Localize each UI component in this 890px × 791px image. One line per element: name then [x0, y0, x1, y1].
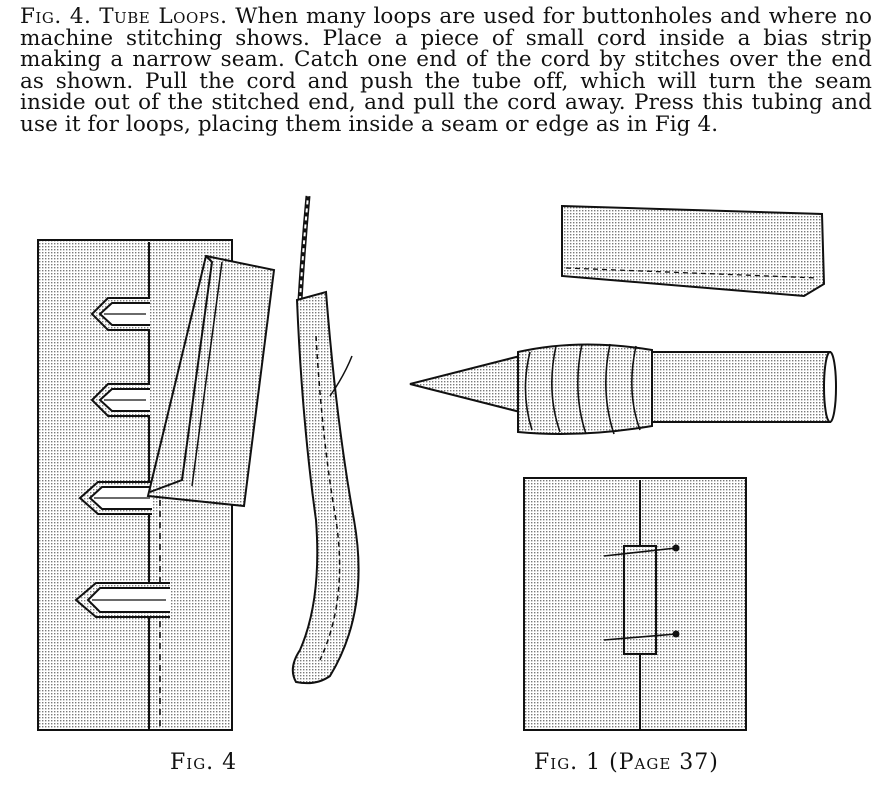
fig1-label: Fig. 1 (Page 37) — [534, 750, 719, 775]
caption-fig-label: Fig. 4. — [20, 4, 92, 29]
bodkin-with-tube — [410, 344, 836, 434]
caption-title: Tube Loops. — [99, 4, 228, 29]
fig4-label: Fig. 4 — [170, 750, 238, 775]
caption-text: When many loops are used for buttonholes and where no machine stitching shows. Place a piece of small cord inside a bias strip making a narrow seam. Catch one end of the cord by stitches over the end as shown. Pull the cord and push the tube off, which will turn the seam inside out of the stitched end, and pull the cord away. Press this tubing and use it for loops, placing them inside a seam or edge as in Fig 4. — [20, 4, 872, 137]
fig1-swatch — [524, 478, 746, 730]
flat-strip — [562, 206, 824, 296]
loop-4 — [76, 583, 170, 617]
tube-with-cord — [293, 196, 359, 683]
